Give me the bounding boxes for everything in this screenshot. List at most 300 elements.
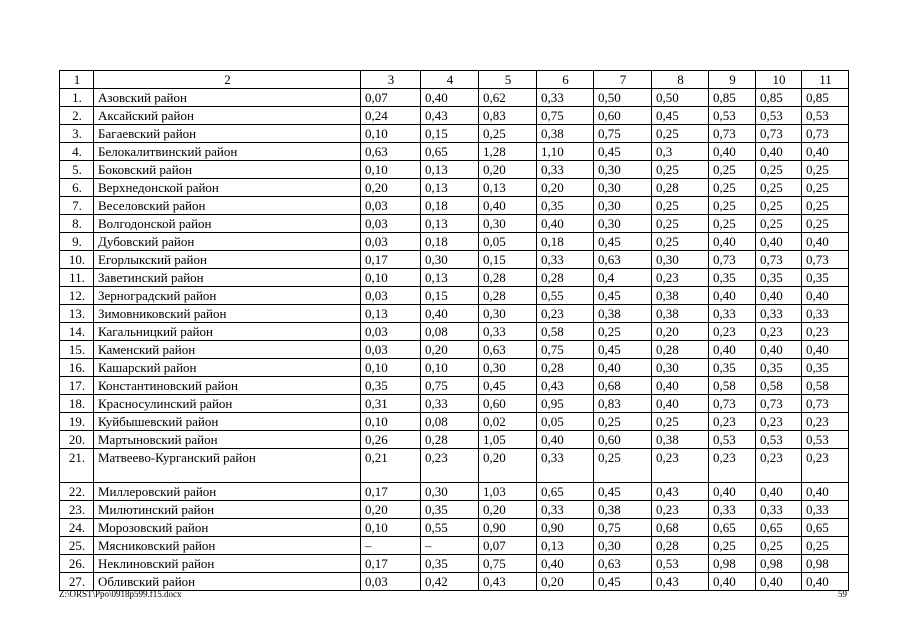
value-cell-col-7: 0,25 — [594, 449, 652, 483]
table-row — [60, 555, 849, 573]
district-name: Азовский район — [94, 89, 361, 107]
header-cell-11: 11 — [802, 71, 849, 89]
value-cell-col-4: 0,30 — [421, 483, 479, 501]
value-cell-col-3: 0,13 — [361, 305, 421, 323]
value-cell-col-4: 0,40 — [421, 305, 479, 323]
page-number: 59 — [838, 589, 847, 599]
header-cell-2: 2 — [94, 71, 361, 89]
row-number: 1. — [60, 89, 94, 107]
district-name: Морозовский район — [94, 519, 361, 537]
value-cell-col-5: 1,03 — [479, 483, 537, 501]
value-cell-col-11: 0,58 — [802, 377, 849, 395]
value-cell-col-6: 0,35 — [537, 197, 594, 215]
value-cell-col-11: 0,40 — [802, 483, 849, 501]
value-cell-col-6: 0,28 — [537, 359, 594, 377]
value-cell-col-6: 0,13 — [537, 537, 594, 555]
table-row — [60, 431, 849, 449]
value-cell-col-4: 0,55 — [421, 519, 479, 537]
district-name: Каменский район — [94, 341, 361, 359]
document-path: Z:\ORST\Ppo\0918p599.f15.docx — [59, 589, 182, 599]
value-cell-col-9: 0,25 — [709, 537, 756, 555]
row-number: 21. — [60, 449, 94, 483]
value-cell-col-10: 0,73 — [756, 125, 802, 143]
value-cell-col-5: 0,20 — [479, 161, 537, 179]
value-cell-col-5: 0,33 — [479, 323, 537, 341]
value-cell-col-4: 0,15 — [421, 125, 479, 143]
value-cell-col-11: 0,35 — [802, 359, 849, 377]
value-cell-col-7: 0,30 — [594, 537, 652, 555]
value-cell-col-9: 0,53 — [709, 107, 756, 125]
district-name: Дубовский район — [94, 233, 361, 251]
table-row — [60, 377, 849, 395]
value-cell-col-11: 0,40 — [802, 573, 849, 591]
value-cell-col-10: 0,35 — [756, 269, 802, 287]
value-cell-col-9: 0,23 — [709, 449, 756, 483]
value-cell-col-9: 0,40 — [709, 143, 756, 161]
value-cell-col-6: 0,55 — [537, 287, 594, 305]
value-cell-col-3: 0,10 — [361, 269, 421, 287]
value-cell-col-8: 0,28 — [652, 341, 709, 359]
value-cell-col-9: 0,25 — [709, 179, 756, 197]
row-number: 15. — [60, 341, 94, 359]
value-cell-col-7: 0,75 — [594, 519, 652, 537]
value-cell-col-6: 0,33 — [537, 89, 594, 107]
value-cell-col-7: 0,45 — [594, 233, 652, 251]
value-cell-col-4: 0,13 — [421, 161, 479, 179]
value-cell-col-9: 0,23 — [709, 413, 756, 431]
value-cell-col-9: 0,73 — [709, 251, 756, 269]
value-cell-col-10: 0,40 — [756, 143, 802, 161]
value-cell-col-7: 0,30 — [594, 161, 652, 179]
district-name: Волгодонской район — [94, 215, 361, 233]
value-cell-col-9: 0,40 — [709, 573, 756, 591]
value-cell-col-11: 0,73 — [802, 395, 849, 413]
value-cell-col-4: 0,15 — [421, 287, 479, 305]
district-name: Зимовниковский район — [94, 305, 361, 323]
header-cell-8: 8 — [652, 71, 709, 89]
table-row — [60, 323, 849, 341]
value-cell-col-6: 0,40 — [537, 215, 594, 233]
value-cell-col-5: 0,60 — [479, 395, 537, 413]
table-row — [60, 483, 849, 501]
value-cell-col-10: 0,65 — [756, 519, 802, 537]
value-cell-col-10: 0,40 — [756, 341, 802, 359]
value-cell-col-3: 0,10 — [361, 125, 421, 143]
table-row — [60, 359, 849, 377]
table-row — [60, 537, 849, 555]
value-cell-col-8: 0,28 — [652, 537, 709, 555]
district-name: Багаевский район — [94, 125, 361, 143]
district-name: Миллеровский район — [94, 483, 361, 501]
header-cell-5: 5 — [479, 71, 537, 89]
value-cell-col-10: 0,58 — [756, 377, 802, 395]
row-number: 11. — [60, 269, 94, 287]
value-cell-col-7: 0,50 — [594, 89, 652, 107]
value-cell-col-10: 0,23 — [756, 413, 802, 431]
district-name: Обливский район — [94, 573, 361, 591]
value-cell-col-7: 0,25 — [594, 413, 652, 431]
header-cell-7: 7 — [594, 71, 652, 89]
row-number: 26. — [60, 555, 94, 573]
value-cell-col-9: 0,25 — [709, 161, 756, 179]
row-number: 18. — [60, 395, 94, 413]
value-cell-col-3: – — [361, 537, 421, 555]
value-cell-col-8: 0,20 — [652, 323, 709, 341]
value-cell-col-3: 0,03 — [361, 323, 421, 341]
value-cell-col-3: 0,03 — [361, 215, 421, 233]
row-number: 5. — [60, 161, 94, 179]
value-cell-col-7: 0,4 — [594, 269, 652, 287]
value-cell-col-7: 0,30 — [594, 215, 652, 233]
table-row — [60, 341, 849, 359]
district-name: Красносулинский район — [94, 395, 361, 413]
value-cell-col-10: 0,85 — [756, 89, 802, 107]
value-cell-col-5: 0,63 — [479, 341, 537, 359]
value-cell-col-8: 0,40 — [652, 395, 709, 413]
value-cell-col-7: 0,45 — [594, 287, 652, 305]
value-cell-col-3: 0,10 — [361, 359, 421, 377]
value-cell-col-11: 0,65 — [802, 519, 849, 537]
table-row — [60, 89, 849, 107]
value-cell-col-8: 0,38 — [652, 287, 709, 305]
value-cell-col-5: 0,30 — [479, 215, 537, 233]
value-cell-col-7: 0,75 — [594, 125, 652, 143]
value-cell-col-3: 0,21 — [361, 449, 421, 483]
value-cell-col-8: 0,23 — [652, 501, 709, 519]
value-cell-col-11: 0,40 — [802, 341, 849, 359]
row-number: 20. — [60, 431, 94, 449]
row-number: 14. — [60, 323, 94, 341]
value-cell-col-3: 0,17 — [361, 555, 421, 573]
value-cell-col-7: 0,38 — [594, 305, 652, 323]
value-cell-col-11: 0,23 — [802, 449, 849, 483]
row-number: 17. — [60, 377, 94, 395]
table-row — [60, 573, 849, 591]
table-row — [60, 395, 849, 413]
value-cell-col-6: 0,33 — [537, 449, 594, 483]
value-cell-col-4: – — [421, 537, 479, 555]
value-cell-col-4: 0,18 — [421, 197, 479, 215]
value-cell-col-3: 0,10 — [361, 519, 421, 537]
value-cell-col-5: 0,30 — [479, 305, 537, 323]
table-body — [60, 71, 849, 591]
value-cell-col-5: 0,40 — [479, 197, 537, 215]
table-row — [60, 125, 849, 143]
value-cell-col-7: 0,63 — [594, 555, 652, 573]
district-name: Заветинский район — [94, 269, 361, 287]
value-cell-col-10: 0,25 — [756, 215, 802, 233]
value-cell-col-6: 0,40 — [537, 431, 594, 449]
value-cell-col-8: 0,53 — [652, 555, 709, 573]
value-cell-col-4: 0,35 — [421, 555, 479, 573]
value-cell-col-3: 0,03 — [361, 233, 421, 251]
value-cell-col-11: 0,23 — [802, 413, 849, 431]
value-cell-col-6: 0,90 — [537, 519, 594, 537]
header-cell-9: 9 — [709, 71, 756, 89]
value-cell-col-4: 0,18 — [421, 233, 479, 251]
value-cell-col-10: 0,40 — [756, 483, 802, 501]
header-cell-6: 6 — [537, 71, 594, 89]
value-cell-col-10: 0,33 — [756, 501, 802, 519]
value-cell-col-7: 0,45 — [594, 143, 652, 161]
value-cell-col-5: 0,45 — [479, 377, 537, 395]
value-cell-col-7: 0,45 — [594, 341, 652, 359]
value-cell-col-5: 1,05 — [479, 431, 537, 449]
table-header-row — [60, 71, 849, 89]
value-cell-col-8: 0,25 — [652, 413, 709, 431]
value-cell-col-8: 0,45 — [652, 107, 709, 125]
value-cell-col-8: 0,23 — [652, 449, 709, 483]
value-cell-col-5: 0,90 — [479, 519, 537, 537]
table-row — [60, 449, 849, 483]
district-name: Константиновский район — [94, 377, 361, 395]
value-cell-col-5: 0,20 — [479, 449, 537, 483]
value-cell-col-6: 0,75 — [537, 341, 594, 359]
value-cell-col-8: 0,25 — [652, 125, 709, 143]
value-cell-col-11: 0,25 — [802, 197, 849, 215]
row-number: 9. — [60, 233, 94, 251]
value-cell-col-6: 0,20 — [537, 573, 594, 591]
value-cell-col-3: 0,03 — [361, 287, 421, 305]
value-cell-col-3: 0,07 — [361, 89, 421, 107]
value-cell-col-4: 0,10 — [421, 359, 479, 377]
value-cell-col-5: 0,25 — [479, 125, 537, 143]
value-cell-col-7: 0,30 — [594, 179, 652, 197]
value-cell-col-8: 0,43 — [652, 483, 709, 501]
value-cell-col-8: 0,43 — [652, 573, 709, 591]
value-cell-col-11: 0,33 — [802, 305, 849, 323]
value-cell-col-10: 0,40 — [756, 573, 802, 591]
table-row — [60, 287, 849, 305]
table-row — [60, 305, 849, 323]
value-cell-col-9: 0,40 — [709, 341, 756, 359]
value-cell-col-6: 0,20 — [537, 179, 594, 197]
value-cell-col-4: 0,13 — [421, 179, 479, 197]
value-cell-col-6: 0,33 — [537, 501, 594, 519]
value-cell-col-11: 0,53 — [802, 107, 849, 125]
value-cell-col-7: 0,68 — [594, 377, 652, 395]
row-number: 19. — [60, 413, 94, 431]
value-cell-col-4: 0,08 — [421, 323, 479, 341]
value-cell-col-3: 0,03 — [361, 573, 421, 591]
value-cell-col-6: 0,23 — [537, 305, 594, 323]
value-cell-col-10: 0,25 — [756, 197, 802, 215]
value-cell-col-8: 0,25 — [652, 161, 709, 179]
district-name: Аксайский район — [94, 107, 361, 125]
district-name: Белокалитвинский район — [94, 143, 361, 161]
row-number: 23. — [60, 501, 94, 519]
district-name: Верхнедонской район — [94, 179, 361, 197]
value-cell-col-3: 0,26 — [361, 431, 421, 449]
district-name: Кашарский район — [94, 359, 361, 377]
value-cell-col-4: 0,08 — [421, 413, 479, 431]
value-cell-col-9: 0,98 — [709, 555, 756, 573]
value-cell-col-3: 0,35 — [361, 377, 421, 395]
value-cell-col-7: 0,30 — [594, 197, 652, 215]
district-name: Мясниковский район — [94, 537, 361, 555]
value-cell-col-9: 0,58 — [709, 377, 756, 395]
table-row — [60, 197, 849, 215]
table-row — [60, 143, 849, 161]
value-cell-col-8: 0,38 — [652, 431, 709, 449]
value-cell-col-8: 0,30 — [652, 359, 709, 377]
value-cell-col-6: 0,95 — [537, 395, 594, 413]
value-cell-col-9: 0,35 — [709, 269, 756, 287]
row-number: 13. — [60, 305, 94, 323]
table-row — [60, 519, 849, 537]
value-cell-col-5: 0,20 — [479, 501, 537, 519]
table-row — [60, 161, 849, 179]
district-name: Боковский район — [94, 161, 361, 179]
header-cell-3: 3 — [361, 71, 421, 89]
value-cell-col-10: 0,25 — [756, 537, 802, 555]
district-name: Зерноградский район — [94, 287, 361, 305]
row-number: 22. — [60, 483, 94, 501]
value-cell-col-3: 0,10 — [361, 161, 421, 179]
value-cell-col-9: 0,25 — [709, 197, 756, 215]
value-cell-col-10: 0,53 — [756, 431, 802, 449]
value-cell-col-9: 0,40 — [709, 287, 756, 305]
value-cell-col-9: 0,73 — [709, 125, 756, 143]
row-number: 16. — [60, 359, 94, 377]
row-number: 6. — [60, 179, 94, 197]
value-cell-col-6: 0,18 — [537, 233, 594, 251]
value-cell-col-10: 0,25 — [756, 179, 802, 197]
value-cell-col-11: 0,40 — [802, 233, 849, 251]
value-cell-col-11: 0,40 — [802, 287, 849, 305]
value-cell-col-4: 0,13 — [421, 269, 479, 287]
row-number: 27. — [60, 573, 94, 591]
table-row — [60, 413, 849, 431]
value-cell-col-8: 0,50 — [652, 89, 709, 107]
value-cell-col-4: 0,20 — [421, 341, 479, 359]
value-cell-col-4: 0,23 — [421, 449, 479, 483]
value-cell-col-10: 0,98 — [756, 555, 802, 573]
value-cell-col-7: 0,40 — [594, 359, 652, 377]
value-cell-col-5: 0,13 — [479, 179, 537, 197]
value-cell-col-11: 0,25 — [802, 179, 849, 197]
value-cell-col-11: 0,25 — [802, 161, 849, 179]
value-cell-col-9: 0,40 — [709, 483, 756, 501]
value-cell-col-7: 0,25 — [594, 323, 652, 341]
value-cell-col-10: 0,40 — [756, 233, 802, 251]
value-cell-col-5: 0,62 — [479, 89, 537, 107]
districts-table — [59, 70, 849, 591]
value-cell-col-4: 0,13 — [421, 215, 479, 233]
table-row — [60, 107, 849, 125]
value-cell-col-9: 0,25 — [709, 215, 756, 233]
value-cell-col-8: 0,25 — [652, 197, 709, 215]
value-cell-col-7: 0,60 — [594, 431, 652, 449]
value-cell-col-6: 0,33 — [537, 161, 594, 179]
value-cell-col-11: 0,25 — [802, 215, 849, 233]
value-cell-col-11: 0,85 — [802, 89, 849, 107]
value-cell-col-6: 0,38 — [537, 125, 594, 143]
value-cell-col-4: 0,28 — [421, 431, 479, 449]
row-number: 2. — [60, 107, 94, 125]
row-number: 25. — [60, 537, 94, 555]
district-name: Милютинский район — [94, 501, 361, 519]
value-cell-col-5: 0,83 — [479, 107, 537, 125]
value-cell-col-8: 0,40 — [652, 377, 709, 395]
value-cell-col-4: 0,65 — [421, 143, 479, 161]
value-cell-col-6: 0,58 — [537, 323, 594, 341]
value-cell-col-5: 0,75 — [479, 555, 537, 573]
row-number: 4. — [60, 143, 94, 161]
row-number: 12. — [60, 287, 94, 305]
district-name: Веселовский район — [94, 197, 361, 215]
header-cell-1: 1 — [60, 71, 94, 89]
value-cell-col-10: 0,25 — [756, 161, 802, 179]
value-cell-col-10: 0,40 — [756, 287, 802, 305]
value-cell-col-8: 0,38 — [652, 305, 709, 323]
value-cell-col-3: 0,10 — [361, 413, 421, 431]
value-cell-col-5: 1,28 — [479, 143, 537, 161]
value-cell-col-5: 0,15 — [479, 251, 537, 269]
table-row — [60, 501, 849, 519]
value-cell-col-5: 0,05 — [479, 233, 537, 251]
table-row — [60, 233, 849, 251]
value-cell-col-5: 0,30 — [479, 359, 537, 377]
value-cell-col-7: 0,60 — [594, 107, 652, 125]
value-cell-col-11: 0,53 — [802, 431, 849, 449]
value-cell-col-10: 0,53 — [756, 107, 802, 125]
value-cell-col-6: 0,40 — [537, 555, 594, 573]
value-cell-col-10: 0,23 — [756, 323, 802, 341]
value-cell-col-9: 0,85 — [709, 89, 756, 107]
value-cell-col-10: 0,35 — [756, 359, 802, 377]
row-number: 10. — [60, 251, 94, 269]
value-cell-col-4: 0,42 — [421, 573, 479, 591]
value-cell-col-11: 0,23 — [802, 323, 849, 341]
value-cell-col-6: 0,28 — [537, 269, 594, 287]
value-cell-col-3: 0,31 — [361, 395, 421, 413]
value-cell-col-3: 0,17 — [361, 483, 421, 501]
value-cell-col-7: 0,45 — [594, 483, 652, 501]
header-cell-4: 4 — [421, 71, 479, 89]
value-cell-col-6: 0,65 — [537, 483, 594, 501]
value-cell-col-11: 0,35 — [802, 269, 849, 287]
value-cell-col-6: 0,75 — [537, 107, 594, 125]
value-cell-col-11: 0,40 — [802, 143, 849, 161]
value-cell-col-10: 0,23 — [756, 449, 802, 483]
row-number: 7. — [60, 197, 94, 215]
value-cell-col-9: 0,65 — [709, 519, 756, 537]
district-name: Куйбышевский район — [94, 413, 361, 431]
value-cell-col-8: 0,3 — [652, 143, 709, 161]
value-cell-col-8: 0,28 — [652, 179, 709, 197]
value-cell-col-11: 0,73 — [802, 251, 849, 269]
header-cell-10: 10 — [756, 71, 802, 89]
value-cell-col-5: 0,02 — [479, 413, 537, 431]
value-cell-col-10: 0,33 — [756, 305, 802, 323]
value-cell-col-4: 0,75 — [421, 377, 479, 395]
value-cell-col-5: 0,07 — [479, 537, 537, 555]
value-cell-col-7: 0,63 — [594, 251, 652, 269]
value-cell-col-11: 0,73 — [802, 125, 849, 143]
value-cell-col-3: 0,24 — [361, 107, 421, 125]
value-cell-col-9: 0,73 — [709, 395, 756, 413]
value-cell-col-9: 0,33 — [709, 501, 756, 519]
value-cell-col-3: 0,03 — [361, 341, 421, 359]
value-cell-col-9: 0,53 — [709, 431, 756, 449]
row-number: 3. — [60, 125, 94, 143]
value-cell-col-8: 0,30 — [652, 251, 709, 269]
value-cell-col-10: 0,73 — [756, 395, 802, 413]
value-cell-col-8: 0,68 — [652, 519, 709, 537]
value-cell-col-9: 0,33 — [709, 305, 756, 323]
value-cell-col-3: 0,20 — [361, 179, 421, 197]
